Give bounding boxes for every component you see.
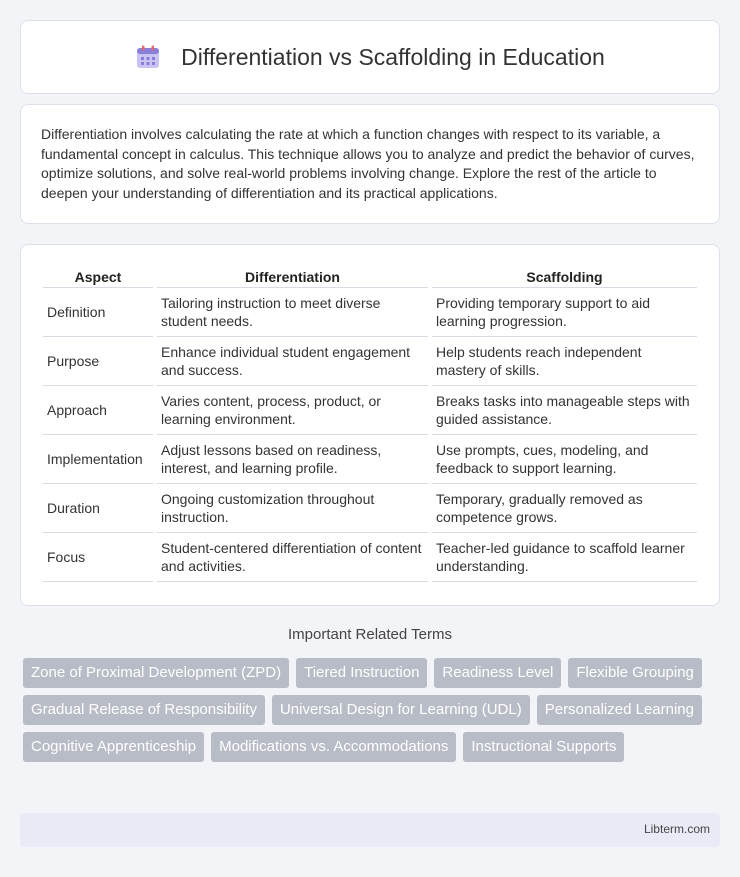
row-scaffolding: Breaks tasks into manageable steps with guided assistance. bbox=[432, 386, 697, 435]
comparison-table bbox=[39, 265, 701, 582]
calendar-icon bbox=[135, 44, 161, 70]
related-term-tag[interactable]: Zone of Proximal Development (ZPD) bbox=[23, 658, 289, 688]
header-differentiation: Differentiation bbox=[157, 265, 428, 288]
row-aspect: Duration bbox=[43, 484, 153, 533]
row-scaffolding: Teacher-led guidance to scaffold learner understanding. bbox=[432, 533, 697, 582]
table-header-row bbox=[43, 265, 697, 288]
row-differentiation: Enhance individual student engagement and success. bbox=[157, 337, 428, 386]
related-term-tag[interactable]: Personalized Learning bbox=[537, 695, 702, 725]
related-term-tag[interactable]: Gradual Release of Responsibility bbox=[23, 695, 265, 725]
related-term-tag[interactable]: Universal Design for Learning (UDL) bbox=[272, 695, 530, 725]
row-scaffolding: Temporary, gradually removed as competence grows. bbox=[432, 484, 697, 533]
related-term-tag[interactable]: Modifications vs. Accommodations bbox=[211, 732, 456, 762]
row-aspect: Definition bbox=[43, 288, 153, 337]
row-scaffolding: Use prompts, cues, modeling, and feedback to support learning. bbox=[432, 435, 697, 484]
table-row bbox=[43, 533, 697, 582]
header bbox=[135, 44, 605, 71]
header-aspect: Aspect bbox=[43, 265, 153, 288]
header-card bbox=[20, 20, 720, 94]
row-differentiation: Adjust lessons based on readiness, interest, and learning profile. bbox=[157, 435, 428, 484]
related-terms-title: Important Related Terms bbox=[288, 626, 452, 643]
row-differentiation: Varies content, process, product, or learning environment. bbox=[157, 386, 428, 435]
row-aspect: Implementation bbox=[43, 435, 153, 484]
row-differentiation: Student-centered differentiation of content and activities. bbox=[157, 533, 428, 582]
table-row bbox=[43, 337, 697, 386]
related-term-tag[interactable]: Tiered Instruction bbox=[296, 658, 427, 688]
row-aspect: Focus bbox=[43, 533, 153, 582]
table-row bbox=[43, 288, 697, 337]
header-scaffolding: Scaffolding bbox=[432, 265, 697, 288]
table-row bbox=[43, 386, 697, 435]
related-term-tag[interactable]: Flexible Grouping bbox=[568, 658, 702, 688]
table-row bbox=[43, 484, 697, 533]
related-term-tag[interactable]: Readiness Level bbox=[434, 658, 561, 688]
row-aspect: Purpose bbox=[43, 337, 153, 386]
table-row bbox=[43, 435, 697, 484]
row-scaffolding: Help students reach independent mastery of skills. bbox=[432, 337, 697, 386]
row-scaffolding: Providing temporary support to aid learning progression. bbox=[432, 288, 697, 337]
comparison-table-card bbox=[20, 244, 720, 606]
footer bbox=[20, 813, 720, 847]
footer-site-link[interactable]: Libterm.com bbox=[643, 822, 710, 836]
page-title: Differentiation vs Scaffolding in Education bbox=[181, 43, 605, 70]
row-differentiation: Tailoring instruction to meet diverse student needs. bbox=[157, 288, 428, 337]
related-term-tag[interactable]: Instructional Supports bbox=[463, 732, 624, 762]
row-differentiation: Ongoing customization throughout instruction. bbox=[157, 484, 428, 533]
related-terms-list bbox=[23, 658, 723, 762]
row-aspect: Approach bbox=[43, 386, 153, 435]
intro-text: Differentiation involves calculating the rate at which a function changes with respect to its variable, a fundamental concept in calculus. This technique allows you to analyze and predict the behavior of curves, optimize solutions, and solve real-world problems involving change. Explore the rest of the article to deepen your understanding of differentiation and its practical applications. bbox=[41, 126, 695, 201]
related-term-tag[interactable]: Cognitive Apprenticeship bbox=[23, 732, 204, 762]
intro-card bbox=[20, 104, 720, 224]
